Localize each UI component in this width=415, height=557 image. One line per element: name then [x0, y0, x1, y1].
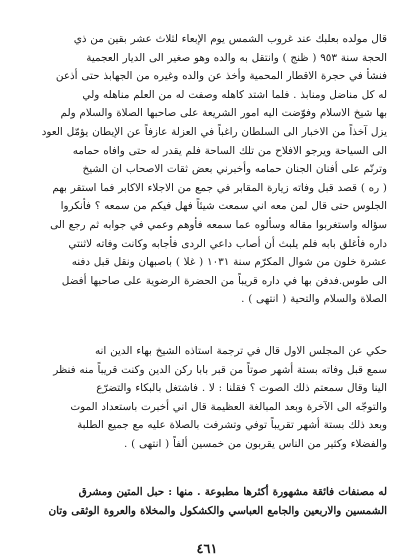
text-line: سؤاله واستغربوا مقاله وسألوه عما سمعه فأوهم وعمي في جوابه ثم رجع الى [50, 218, 387, 231]
paragraph-anecdote [27, 342, 387, 454]
text-line: قال مولده بعلبك عند غروب الشمس يوم الإبعاء لثلاث عشر بقين من ذي [73, 33, 387, 45]
text-line: له كل مناضل ومنابذ . فلما اشتد كاهله وصفت له من العلم مناهله ولي [82, 88, 387, 101]
text-line: فنشأ في حجرة الاقطار المحمية وأخذ عن والده وغيره من الجهابذ حتى أذعن [55, 70, 387, 83]
text-line: الصلاة والسلام والتحية ( انتهى ) . [241, 293, 387, 306]
text-line: ( ره ) قصد قبل وفاته زيارة المقابر في جمع من الاجلاء الاكابر فما استقر بهم [52, 181, 387, 194]
text-line: حكي عن المجلس الاول قال في ترجمة استاذه الشيخ بهاء الدين انه [94, 345, 387, 357]
page-number: ٤٦١ [196, 542, 218, 557]
text-line: الى طوس.فدفن بها في داره قريباً من الحضرة الرضوية على صاحبها أفضل [61, 274, 387, 287]
text-line: سمع قبل وفاته بستة أشهر صوتاً من قبر بابا ركن الدين وكنت قريباً منه فنظر [53, 363, 387, 376]
text-line: عشرة خلون من شوال المكرّم سنة ١٠٣١ ( غلا ) باصبهان ونقل قبل دفنه [71, 256, 387, 269]
text-line: الى السياحة ويرجو الافلاح من تلك الساحة فلم يقدر له حتى وافاه حمامه [72, 144, 387, 157]
text-line: داره فأغلق بابه فلم يلبث أن أصاب داعي الردى فأجابه وكانت وفاته لاثنتي [68, 237, 387, 250]
text-line: الحجة سنة ٩٥٣ ( ظنج ) وانتقل به والده وهو صغير الى الديار العجمية [86, 51, 387, 64]
text-line: الجلوس حتى قال لمن معه اني سمعت شيئاً فهل فيكم من سمعه ؟ فأنكروا [60, 200, 387, 213]
text-line: يزل آخذاً من الاخبار الى السلطان راغباً في العزلة عازفاً عن الإيطان يؤمّل العود [41, 125, 387, 138]
text-line: وترنّم على أفنان الجنان حمامه وأخبرني بعض ثقات الاصحاب ان الشيخ [82, 163, 387, 176]
text-line: له مصنفات فائقة مشهورة أكثرها مطبوعة . منها : حبل المتين ومشرق [78, 486, 387, 498]
document-page [27, 30, 387, 557]
text-line: والفضلاء وكثير من الناس يقربون من خمسين ألفاً ( انتهى ) . [124, 437, 387, 450]
text-line: وبعد ذلك بستة أشهر تقريباً توفي وتشرفت بالصلاة عليه مع جميع الطلبة [77, 419, 387, 432]
paragraph-biography [27, 30, 387, 309]
text-line: بها شيخ الاسلام وفوّضت اليه امور الشريعة على صاحبها الصلاة والسلام ولم [60, 107, 387, 120]
paragraph-works [27, 483, 387, 520]
text-line: الينا وقال سمعتم ذلك الصوت ؟ فقلنا : لا . فاشتغل بالبكاء والتضرّع [96, 382, 387, 395]
text-line: والتوجّه الى الآخرة وبعد المبالغة العظيمة قال اني أخبرت باستعداد الموت [70, 400, 387, 413]
text-line: الشمسين والاربعين والجامع العباسي والكشكول والمخلاة والعروة الوثقى وتان [48, 504, 387, 517]
